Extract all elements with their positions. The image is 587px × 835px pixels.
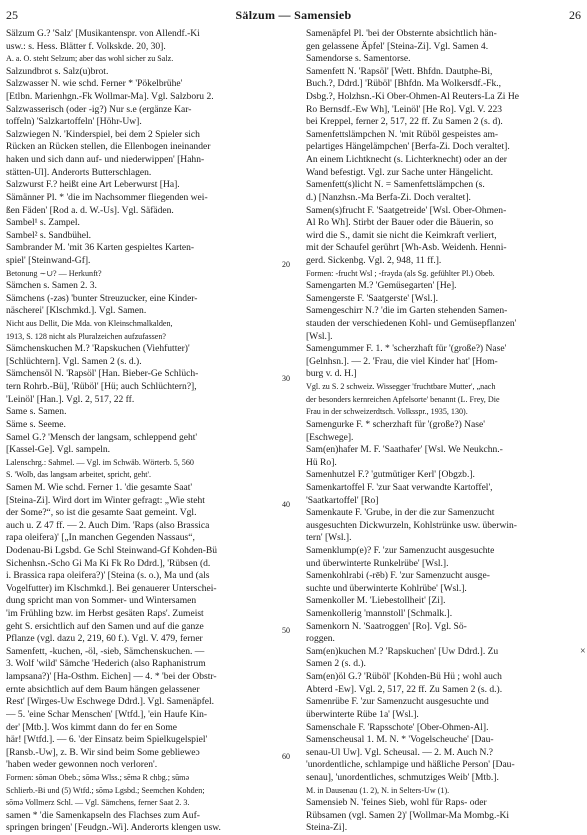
text-line: und überwinterte Runkelrübe' [Wsl.].	[306, 557, 449, 569]
text-line: mit der Schaufel gerührt [Wh-Asb. Weidenh. Henni-	[306, 242, 507, 254]
text-line: 'Leinöl' [Han.]. Vgl. 2, 517, 22 ff.	[6, 393, 135, 405]
text-line: Buch.?, Ddrd.] 'Rüböl' [Bhfdn. Ma Wolkersdf.-Fk.,	[306, 78, 502, 90]
text-line: 1913, S. 128 nicht als Pluralzeichen aufzufassen?	[6, 331, 167, 341]
text-line: — 5. 'eine Schar Menschen' [Wtfd.], 'ein Haufe Kin-	[6, 708, 208, 720]
text-line: Sichenhsn.-Scho Gi Ma Ki Fk Ro Ddrd.], 'Rübsen (d.	[6, 557, 211, 569]
text-line: Hü Ro].	[306, 456, 337, 468]
text-line: [Kassel-Ge]. Vgl. sampeln.	[6, 444, 111, 456]
text-line: Samengerste F. 'Saatgerste' [Wsl.].	[306, 292, 439, 304]
text-line: [Eschwege].	[306, 431, 354, 443]
text-line: Samendorse s. Samentorse.	[306, 53, 411, 65]
text-line: Samenkohlrabi (-rēb) F. 'zur Samenzucht ausge-	[306, 570, 490, 582]
text-line: Same s. Samen.	[6, 406, 67, 418]
text-line: Salzundbrot s. Salz(u)brot.	[6, 65, 109, 77]
text-line: Vgl. zu S. 2 schweiz. Wissegger 'fruchtbare Mutter', „nach	[306, 382, 496, 392]
text-line: Sämchensöl N. 'Rapsöl' [Han. Bieber-Ge Schlüch-	[6, 368, 199, 380]
text-line: Samenfett, -kuchen, -öl, -sieb, Sämchenskuchen. —	[6, 645, 205, 657]
text-line: der' [Mtb.]. Wos kimmt dann do fer en Some	[6, 721, 177, 733]
text-line: Wand befestigt. Vgl. zur Sache unter Hängelicht.	[306, 166, 494, 178]
line-number: 40	[282, 500, 290, 509]
text-line: Dodenau-Bi Lgsbd. Ge Schl Steinwand-Gf Kohden-Bü	[6, 544, 218, 556]
text-line: Samenfett(s)licht N. = Samenfettslämpchen (s.	[306, 179, 485, 191]
text-line: Samengurke F. * scherzhaft für '(große?) Nase'	[306, 418, 485, 430]
text-line: Al Ro Wh]. Stirbt der Bauer oder die Bäuerin, so	[306, 217, 494, 229]
text-line: Samenfettslämpchen N. 'mit Rüböl gespeistes am-	[306, 128, 499, 140]
text-line: 'im Frühling bzw. im Herbst gesäten Raps'. Zumeist	[6, 608, 204, 620]
text-line: [Ransb.-Uw], z. B. Wir sind beim Some geblieweɔ	[6, 746, 200, 758]
text-line: Sam(en)kuchen M.? 'Rapskuchen' [Uw Ddrd.]. Zu	[306, 645, 499, 657]
line-number: 30	[282, 374, 290, 383]
text-line: Sam(en)öl G.? 'Rüböl' [Kohden-Bü Hü ; wohl auch	[306, 671, 502, 683]
text-line: sōmə Vollmerz Schl. — Vgl. Sämchens, ferner Saat 2. 3.	[6, 798, 190, 808]
text-line: Pflanze (vgl. dazu 2, 219, 60 f.). Vgl. V. 479, ferner	[6, 633, 203, 645]
text-line: Säme s. Seeme.	[6, 418, 66, 430]
text-line: stauden der verschiedenen Kohl- und Gemüsepflanzen'	[306, 318, 517, 330]
line-number: 20	[282, 260, 290, 269]
text-line: Samen M. Wie schd. Ferner 1. 'die gesamte Saat'	[6, 481, 193, 493]
text-line: burg v. d. H.]	[306, 368, 357, 380]
line-number: 50	[282, 626, 290, 635]
text-line: 3. Wolf 'wild' Sämche 'Hederich (also Raphanistrum	[6, 658, 206, 670]
text-line: bei Kreppel, ferner 2, 517, 22 ff. Zu Samen 2 (s. d).	[306, 116, 503, 128]
text-line: samen * 'die Samenkapseln des Flachses zum Auf-	[6, 809, 200, 821]
page-number-left: 25	[6, 8, 18, 22]
text-line: Samensieb N. 'feines Sieb, wohl für Raps- oder	[306, 797, 487, 809]
text-line: 'haben weder gewonnen noch verloren'.	[6, 759, 158, 771]
text-line: dung spricht man von Sommer- und Wintersamen	[6, 595, 197, 607]
running-title: Sälzum — Samensieb	[235, 8, 352, 22]
text-line: Rübsamen (vgl. Samen 2)' [Wollmar-Ma Mombg.-Ki	[306, 809, 510, 821]
text-line: roggen.	[306, 633, 335, 645]
text-line: Samen(s)frucht F. 'Saatgetreide' [Wsl. Ober-Ohmen-	[306, 204, 507, 216]
text-line: An einem Lichtknecht (s. Lichterknecht) oder an der	[306, 154, 507, 166]
text-line: stätten-Ul]. Anderorts Butterschlagen.	[6, 166, 152, 178]
text-line: Salzwasserisch (oder -ig?) Nur s.e (ergänze Kar-	[6, 103, 192, 115]
text-line: spiel' [Steinwand-Gf].	[6, 254, 91, 266]
text-line: Sambel¹ s. Zampel.	[6, 217, 80, 229]
page-number-right: 26	[569, 8, 581, 22]
text-line: Betonung ∼∪? — Herkunft?	[6, 268, 102, 278]
text-line: Samenkoller M. 'Liebestollheit' [Zi].	[306, 595, 446, 607]
text-line: [Steina-Zi]. Wird dort im Winter gefragt: „Wie steht	[6, 494, 205, 506]
text-line: Samenkaute F. 'Grube, in der die zur Samenzucht	[306, 507, 495, 519]
text-line: senau-Ul Uw]. Vgl. Scheusal. — 2. M. Auch N.?	[306, 746, 494, 758]
text-line: geht S. ersichtlich auf den Samen und auf die ganze	[6, 620, 204, 632]
text-line: Sämchenskuchen M.? 'Rapskuchen (Viehfutter)'	[6, 343, 190, 355]
text-line: tern Rohrb.-Bü], 'Rüböl' [Hü; auch Schlüchtern?],	[6, 381, 197, 393]
text-line: Abterd -Ew]. Vgl. 2, 517, 22 ff. Zu Samen 2 (s. d.).	[306, 683, 503, 695]
right-column	[306, 28, 582, 835]
text-line: Sämchens (-zəs) 'bunter Streuzucker, eine Kinder-	[6, 292, 198, 304]
text-line: [Gelnhsn.]. — 2. 'Frau, die viel Kinder hat' [Hom-	[306, 355, 498, 367]
text-line: pelartiges Hängelämpchen' [Berfa-Zi. Doch veraltet].	[306, 141, 510, 153]
text-line: Dsbg.?, Holzhsn.-Ki Ober-Ohmen-Al Reuters-La Zi He	[306, 91, 519, 103]
text-line: Salzwiegen N. 'Kinderspiel, bei dem 2 Spieler sich	[6, 128, 200, 140]
text-line: rapa oleifera)' [„In manchen Gegenden Nassaus“,	[6, 532, 195, 544]
text-line: Frau in der schweizerdtsch. Volksspr., 1935, 130).	[306, 407, 468, 417]
text-line: Samenklump(e)? F. 'zur Samenzucht ausgesuchte	[306, 544, 495, 556]
text-line: ausgesuchten Dickwurzeln, Kohlstrünke usw. überwin-	[306, 519, 517, 531]
text-line: senau], 'unordentliches, schmutziges Weib' [Mtb.].	[306, 771, 499, 783]
text-line: Vogelfutter) im Klschmkd.]. Bei genauerer Unterschei-	[6, 582, 217, 594]
text-line: Schlierb.-Bi und (5) Wtfd.; sōmə Lgsbd.; Seemchen Kohden;	[6, 785, 205, 795]
text-line: Ro Bernsdf.-Ew Wh], 'Leinöl' [He Ro]. Vgl. V. 223	[306, 103, 503, 115]
text-line: Samenkartoffel F. 'zur Saat verwandte Kartoffel',	[306, 481, 493, 493]
text-line: Samenfett N. 'Rapsöl' [Wett. Bhfdn. Dautphe-Bi,	[306, 65, 493, 77]
text-line: toffeln) 'Salzkartoffeln' [Höhr-Uw].	[6, 116, 142, 128]
text-line: auch u. Z 47 ff. — 2. Auch Dim. 'Raps (also Brassica	[6, 519, 210, 531]
text-line: Nicht aus Dellit, Die Mda. von Kleinschmalkalden,	[6, 319, 173, 329]
text-line: haken und sich dann auf- und niederwippen' [Hahn-	[6, 154, 205, 166]
text-line: [Schlüchtern]. Vgl. Samen 2 (s. d.).	[6, 355, 142, 367]
text-line: Salzwasser N. wie schd. Ferner * 'Pökelbrühe'	[6, 78, 183, 90]
line-number: 60	[282, 752, 290, 761]
text-line: Sämänner Pl. * 'die im Nachsommer fliegenden wei-	[6, 191, 208, 203]
text-line: 'unordentliche, schlampige und häßliche Person' [Dau-	[306, 759, 515, 771]
text-line: [Etlbn. Marienhgn.-Fk Wollmar-Ma]. Vgl. Salzboru 2.	[6, 91, 214, 103]
text-line: här! [Wtfd.]. — 6. 'der Einsatz beim Spielkugelspiel'	[6, 734, 208, 746]
left-column	[6, 28, 278, 835]
text-line: Samen 2 (s. d.).	[306, 658, 366, 670]
text-line: M. in Dausenau (1. 2), N. in Selters-Uw (1).	[306, 785, 450, 795]
text-line: näscherei' [Klschmkd.]. Vgl. Samen.	[6, 305, 147, 317]
text-line: Lalenschrg.: Sahmel. — Vgl. im Schwäb. Wörterb. 5, 560	[6, 457, 194, 467]
text-line: [Wsl.].	[306, 330, 333, 342]
text-line: Samenschale F. 'Rapsschote' [Ober-Ohmen-Al].	[306, 721, 489, 733]
text-line: suchte und überwinterte Kohlrübe' [Wsl.].	[306, 582, 467, 594]
text-line: lampsana?)' [Ha-Osthm. Eichen] — 4. * 'bei der Obstr-	[6, 671, 217, 683]
text-line: ßen Fäden' [Rod a. d. W.-Us]. Vgl. Säfäden.	[6, 204, 174, 216]
text-line: springen bringen' [Feudgn.-Wi]. Anderorts klengen usw.	[6, 822, 221, 834]
text-line: Samengummer F. 1. * 'scherzhaft für '(große?) Nase'	[306, 343, 507, 355]
text-line: Samenäpfel Pl. 'bei der Obsternte absichtlich hän-	[306, 28, 497, 39]
text-line: Samenscheusal 1. M. N. * 'Vogelscheuche' [Dau-	[306, 734, 494, 746]
text-line: gen gelassene Äpfel' [Steina-Zi]. Vgl. Samen 4.	[306, 40, 489, 52]
text-line: A. a. O. steht Selzum; aber das wohl sicher zu Salz.	[6, 54, 174, 64]
text-line: Rest' [Wirges-Uw Eschwege Ddrd.]. Vgl. Samenäpfel.	[6, 696, 215, 708]
text-line: Sämchen s. Samen 2. 3.	[6, 280, 97, 292]
text-line: Sam(en)hafer M. F. 'Saathafer' [Wsl. We Neukchn.-	[306, 444, 503, 456]
text-line: Samenrübe F. 'zur Samenzucht ausgesuchte und	[306, 696, 489, 708]
text-line: d.) [Nanzhsn.-Ma Berfa-Zi. Doch veraltet].	[306, 191, 471, 203]
text-line: Samenhutzel F.? 'gutmütiger Kerl' [Obgzb.].	[306, 469, 475, 481]
text-line: S. 'Wolb, das langsam arbeitet, spricht, geht'.	[6, 470, 151, 480]
margin-mark: ×	[580, 646, 586, 657]
text-line: gerd. Sickenbg. Vgl. 2, 948, 11 ff.].	[306, 254, 442, 266]
text-line: Samel G.? 'Mensch der langsam, schleppend geht'	[6, 431, 198, 443]
text-line: Formen: sōmən Obeb.; sōmə Wlss.; sēmə R chbg.; sūmə	[6, 772, 190, 782]
text-line: Sambel² s. Sandbühel.	[6, 229, 92, 241]
text-line: der Some?“, so ist die gesamte Saat gemeint. Vgl.	[6, 507, 197, 519]
text-line: usw.: s. Hess. Blätter f. Volkskde. 20, 30].	[6, 40, 166, 52]
text-line: Samenkollerig 'mannstoll' [Schmalk.].	[306, 608, 453, 620]
text-line: Sälzum G.? 'Salz' [Musikantenspr. von Allendf.-Ki	[6, 28, 200, 39]
text-line: der besonders kernreichen Apfelsorte' benannt (L. Frey, Die	[306, 394, 500, 404]
text-line: Samenkorn N. 'Saatroggen' [Ro]. Vgl. Sö-	[306, 620, 467, 632]
text-line: Formen: -frucht Wsl ; -frəyda (als Sg. gefühlter Pl.) Obeb.	[306, 268, 495, 278]
text-line: Steina-Zi].	[306, 822, 348, 834]
text-line: Salzwurst F.? heißt eine Art Leberwurst [Ha].	[6, 179, 180, 191]
page-header	[6, 8, 581, 26]
text-line: Rücken an Rücken stellen, die Ellenbogen ineinander	[6, 141, 211, 153]
text-line: tern' [Wsl.].	[306, 532, 352, 544]
text-line: Sambrander M. 'mit 36 Karten gespieltes Karten-	[6, 242, 195, 254]
text-line: Samengeschirr N.? 'die im Garten stehenden Samen-	[306, 305, 508, 317]
text-line: i. Brassica rapa oleifera?)' [Steina (s. o.), Ma und (als	[6, 570, 210, 582]
text-line: 'Saatkartoffel' [Ro]	[306, 494, 379, 506]
text-line: ernte absichtlich auf dem Baum hängen gelassener	[6, 683, 200, 695]
text-line: wird die S., damit sie nicht die Keimkraft verliert,	[306, 229, 497, 241]
text-line: überwinterte Rübe 1a' [Wsl.].	[306, 708, 419, 720]
text-line: Samengarten M.? 'Gemüsegarten' [He].	[306, 280, 457, 292]
